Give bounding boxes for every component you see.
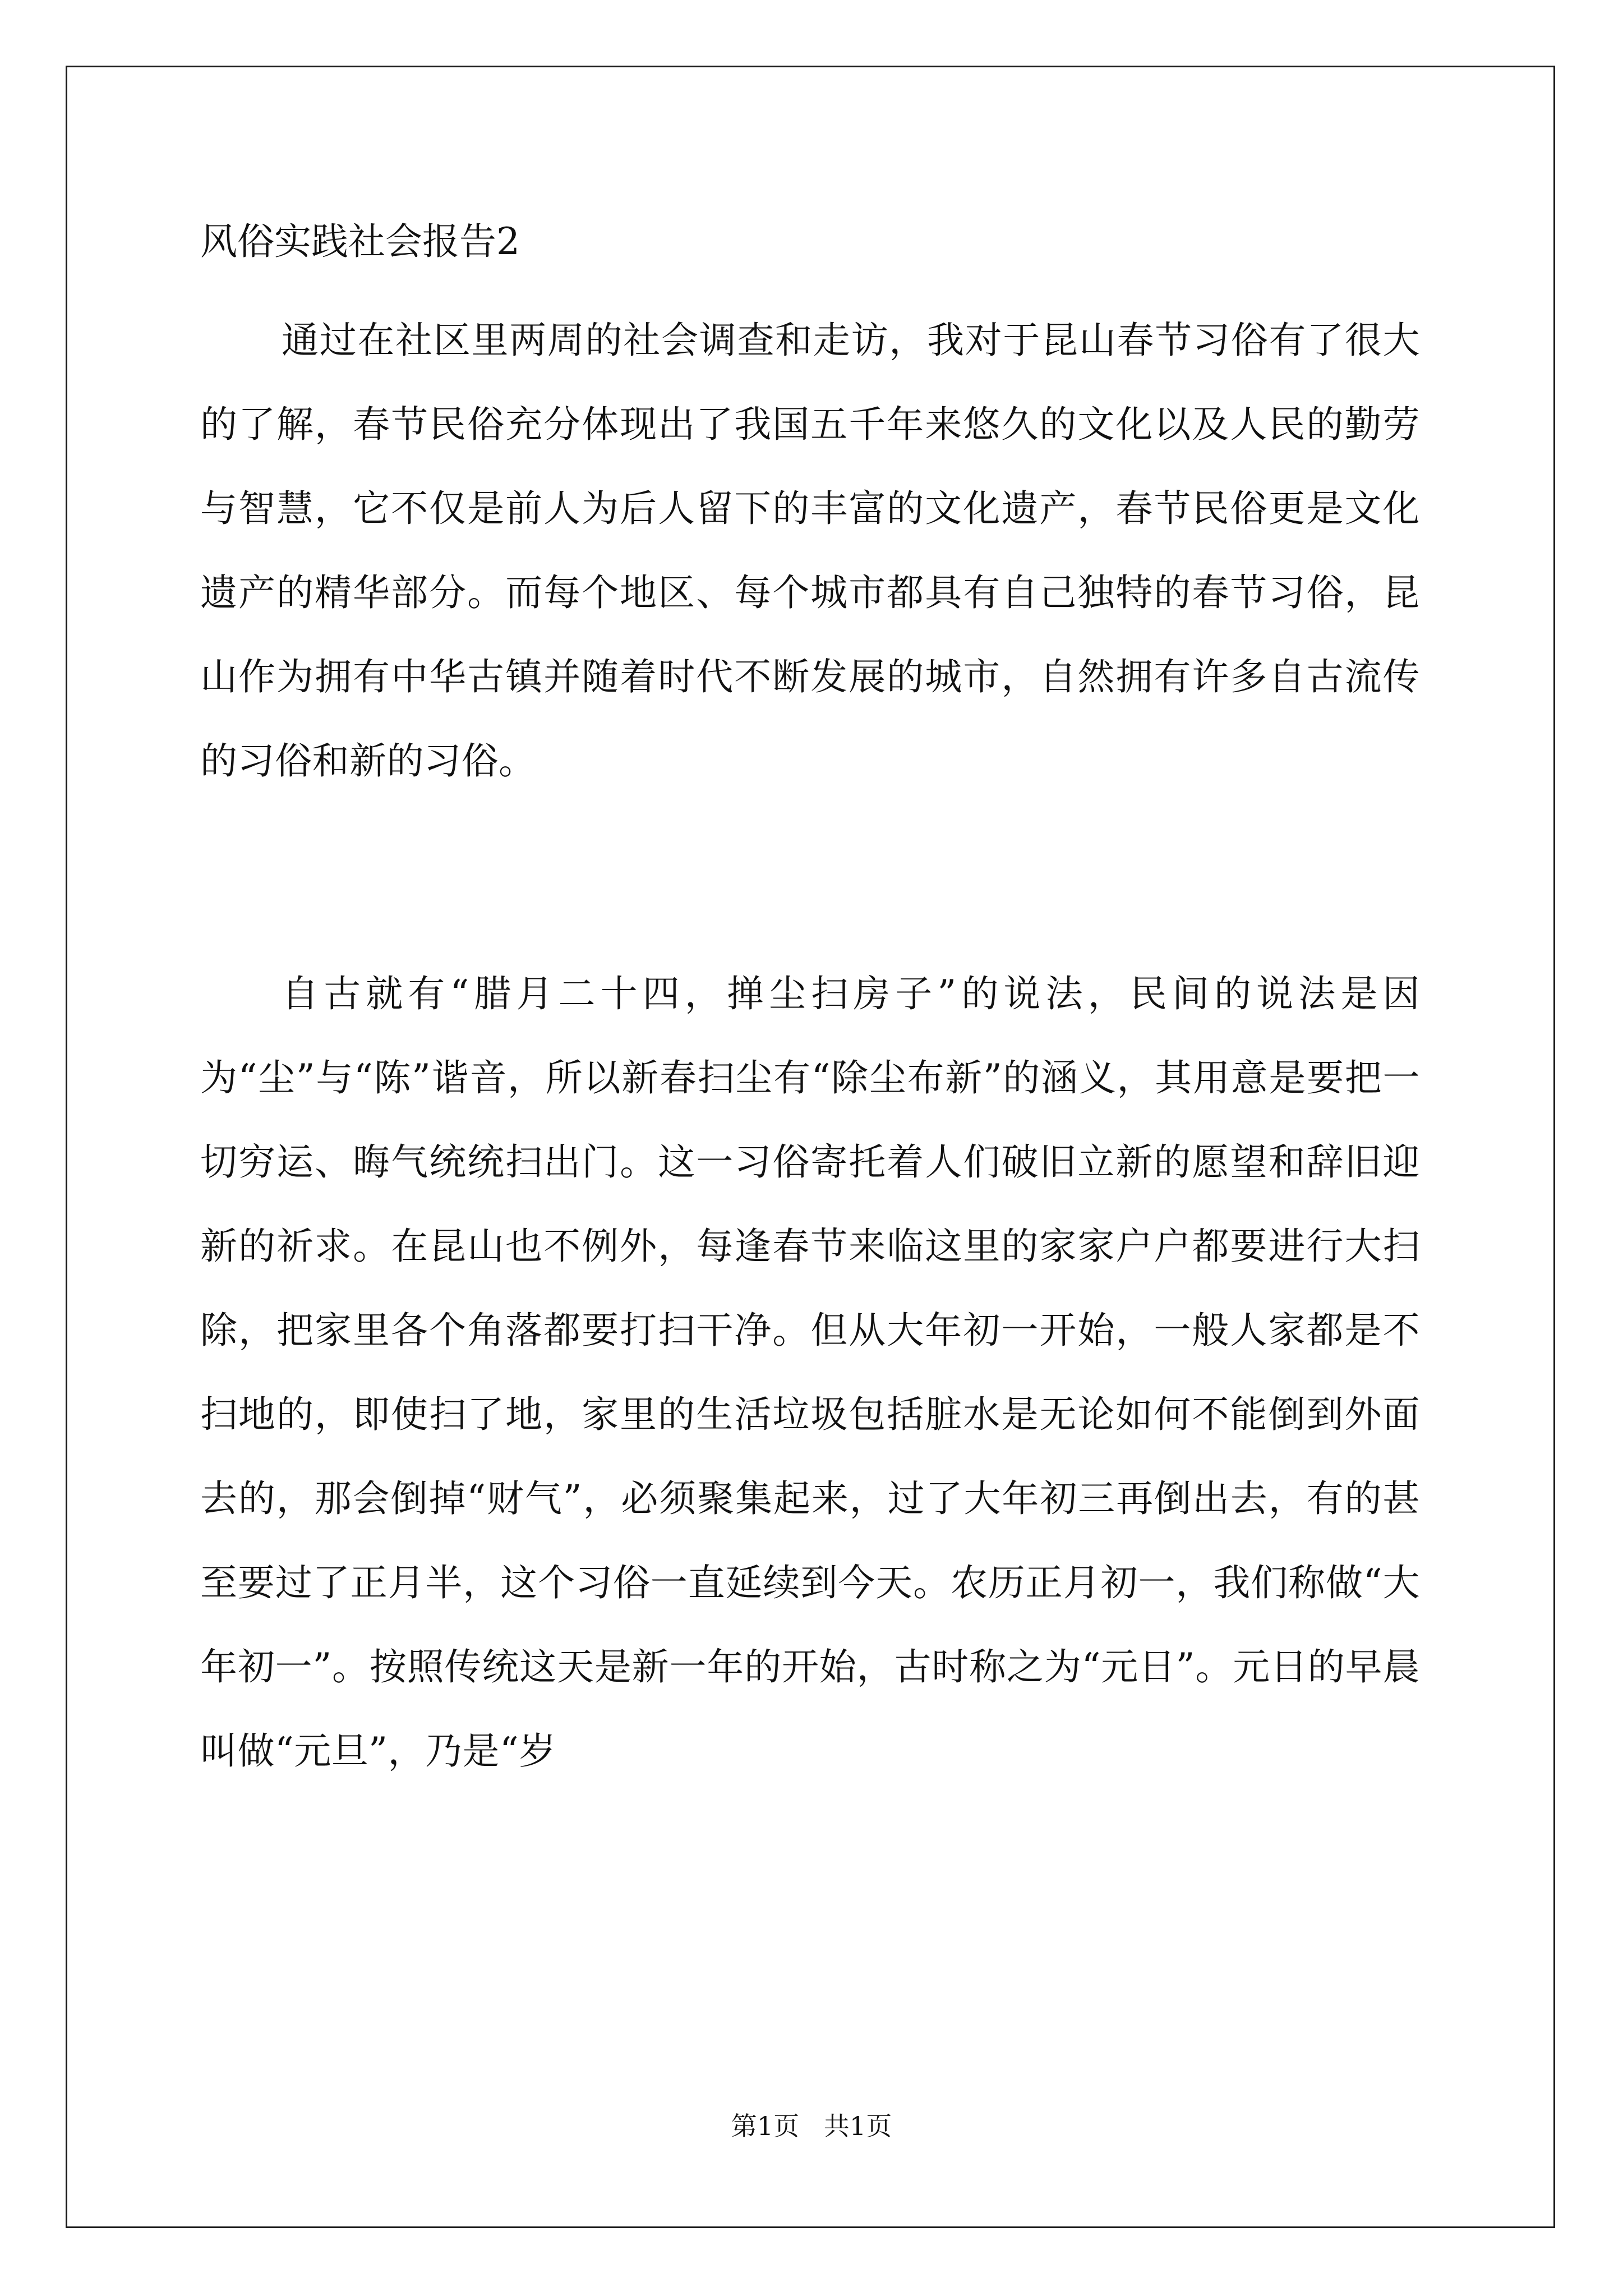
paragraph-2: 自古就有“腊月二十四，掸尘扫房子”的说法，民间的说法是因为“尘”与“陈”谐音，所以新春扫尘有“除尘布新”的涵义，其用意是要把一切穷运、晦气统统扫出门。这一习俗寄托着人们破旧立新的愿望和辞旧迎新的祈求。在昆山也不例外，每逢春节来临这里的家家户户都要进行大扫除，把家里各个角落都要打扫干净。但从大年初一开始，一般人家都是不扫地的，即使扫了地，家里的生活垃圾包括脏水是无论如何不能倒到外面去的，那会倒掉“财气”，必须聚集起来，过了大年初三再倒出去，有的甚至要过了正月半，这个习俗一直延续到今天。农历正月初一，我们称做“大年初一”。按照传统这天是新一年的开始，古时称之为“元日”。元日的早晨叫做“元旦”，乃是“岁 — [200, 972, 1420, 1773]
document-title: 风俗实践社会报告2 — [200, 220, 520, 263]
paragraph-1: 通过在社区里两周的社会调查和走访，我对于昆山春节习俗有了很大的了解，春节民俗充分体现出了我国五千年来悠久的文化以及人民的勤劳与智慧，它不仅是前人为后人留下的丰富的文化遗产，春节民俗更是文化遗产的精华部分。而每个地区、每个城市都具有自己独特的春节习俗，昆山作为拥有中华古镇并随着时代不断发展的城市，自然拥有许多自古流传的习俗和新的习俗。 — [200, 319, 1420, 783]
page-number-footer: 第1页 共1页 — [731, 2111, 892, 2141]
